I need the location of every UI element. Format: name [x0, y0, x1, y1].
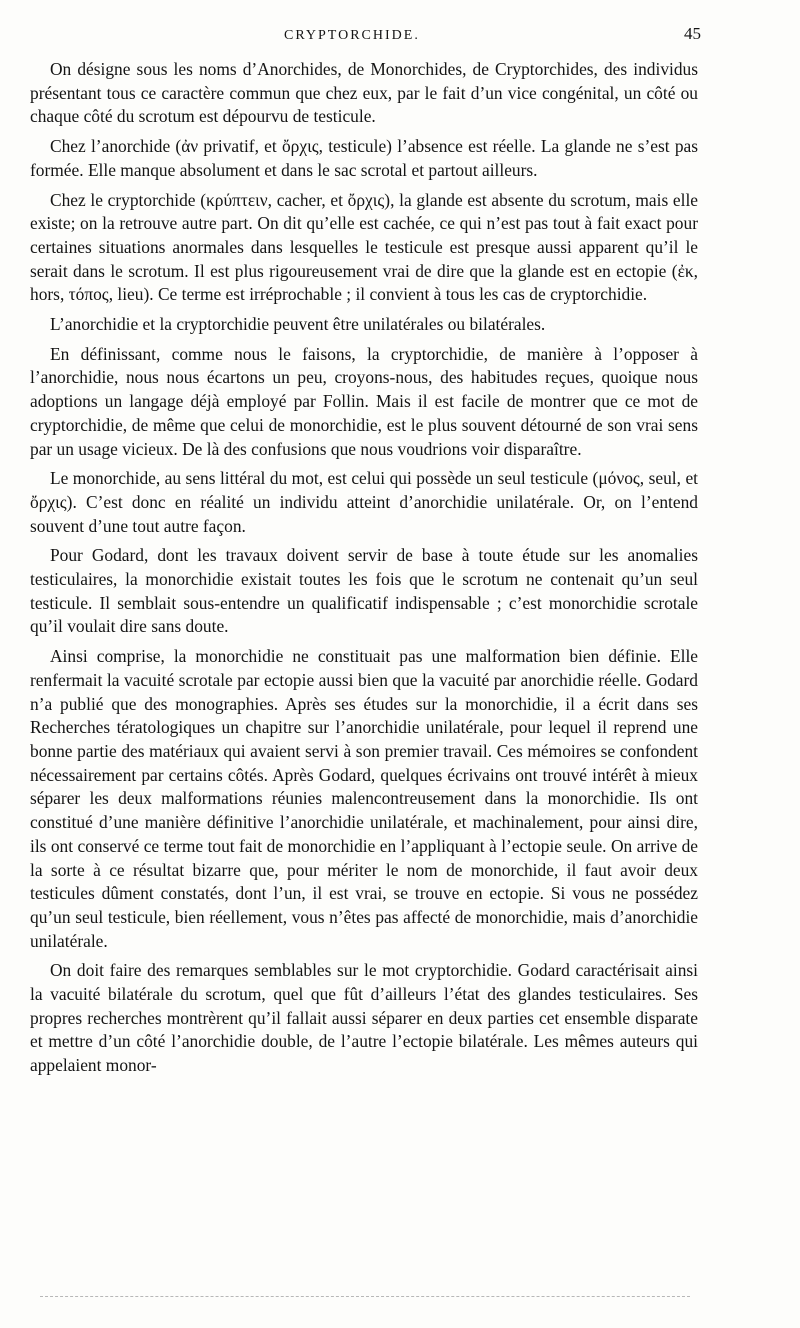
paragraph-cryptorchide: Chez le cryptorchide (κρύπτειν, cacher, et ὄρχις), la glande est absente du scrotum, mais elle existe; on la retrouve autre part. On dit qu’elle est cachée, ce qui n’est pas tout à fait exact pour certaines situations anormales dans lesquelles le testicule est presque aussi apparent qu’il le serait dans le scrotum. Il est plus rigoureusement vrai de dire que la glande est en ectopie (ἐκ, hors, τόπος, lieu). Ce terme est irréprochable ; il convient à tous les cas de cryptorchidie.	[30, 189, 698, 305]
running-title: CRYPTORCHIDE.	[284, 28, 420, 43]
paragraph-anorchide: Chez l’anorchide (ἀν privatif, et ὄρχις, testicule) l’absence est réelle. La glande ne s’est pas formée. Elle manque absolument et dans le sac scrotal et partout ailleurs.	[30, 136, 698, 180]
footer-rule	[40, 1296, 690, 1297]
paragraph-definition-approach: En définissant, comme nous le faisons, la cryptorchidie, de manière à l’opposer à l’anorchidie, nous nous écartons un peu, croyons-nous, des habitudes reçues, quoique nous adoptions un langage déjà employé par Follin. Mais il est facile de montrer que ce mot de cryptorchidie, de même que celui de monorchidie, est le plus souvent détourné de son vrai sens par un usage vicieux. De là des confusions que nous voudrions voir disparaître.	[30, 343, 698, 459]
paragraph-monorchide: Le monorchide, au sens littéral du mot, est celui qui possède un seul testicule (μόνος, seul, et ὄρχις). C’est donc en réalité un individu atteint d’anorchidie unilatérale. Or, on l’entend souvent d’une tout autre façon.	[30, 468, 698, 536]
body-text	[30, 58, 698, 1084]
running-header	[44, 24, 701, 48]
paragraph-remarques: On doit faire des remarques semblables sur le mot cryptorchidie. Godard caractérisait ainsi la vacuité bilatérale du scrotum, quel que fût d’ailleurs l’état des glandes testiculaires. Ses propres recherches montrèrent qu’il fallait aussi séparer en deux parties cet ensemble disparate et mettre d’un côté l’anorchidie double, de l’autre l’ectopie bilatérale. Les mêmes auteurs qui appelaient monor-	[30, 960, 698, 1076]
page-number: 45	[684, 24, 701, 43]
paragraph-godard: Pour Godard, dont les travaux doivent servir de base à toute étude sur les anomalies testiculaires, la monorchidie existait toutes les fois que le scrotum ne contenait qu’un seul testicule. Il semblait sous-entendre un qualificatif indispensable ; c’est monorchidie scrotale qu’il voulait dire sans doute.	[30, 545, 698, 637]
paragraph-unilateral-bilateral: L’anorchidie et la cryptorchidie peuvent être unilatérales ou bilatérales.	[50, 314, 546, 335]
paragraph-definitions: On désigne sous les noms d’Anorchides, de Monorchides, de Cryptorchides, des individus présentant tous ce caractère commun que chez eux, par le fait d’un vice congénital, un côté ou chaque côté du scrotum est dépourvu de testicule.	[30, 59, 698, 127]
paragraph-ainsi-comprise: Ainsi comprise, la monorchidie ne constituait pas une malformation bien définie. Elle renfermait la vacuité scrotale par ectopie aussi bien que la vacuité par anorchidie réelle. Godard n’a publié que des monographies. Après ses études sur la monorchidie, il a écrit dans ses Recherches tératologiques un chapitre sur l’anorchidie unilatérale, pour lequel il reprend une bonne partie des matériaux qui avaient servi à son premier travail. Ces mémoires se confondent nécessairement par certains côtés. Après Godard, quelques écrivains ont trouvé intérêt à mieux séparer les deux malformations réunies malencontreusement dans la monorchidie. Ils ont constitué d’une manière définitive l’anorchidie unilatérale, et machinalement, pour ainsi dire, ils ont conservé ce terme tout fait de monorchidie en l’appliquant à l’ectopie seule. On arrive de la sorte à ce résultat bizarre que, pour mériter le nom de monorchide, il faut avoir deux testicules dûment constatés, dont l’un, il est vrai, se trouve en ectopie. Si vous ne possédez qu’un seul testicule, bien réellement, vous n’êtes pas affecté de monorchidie, mais d’anorchidie unilatérale.	[30, 646, 698, 951]
